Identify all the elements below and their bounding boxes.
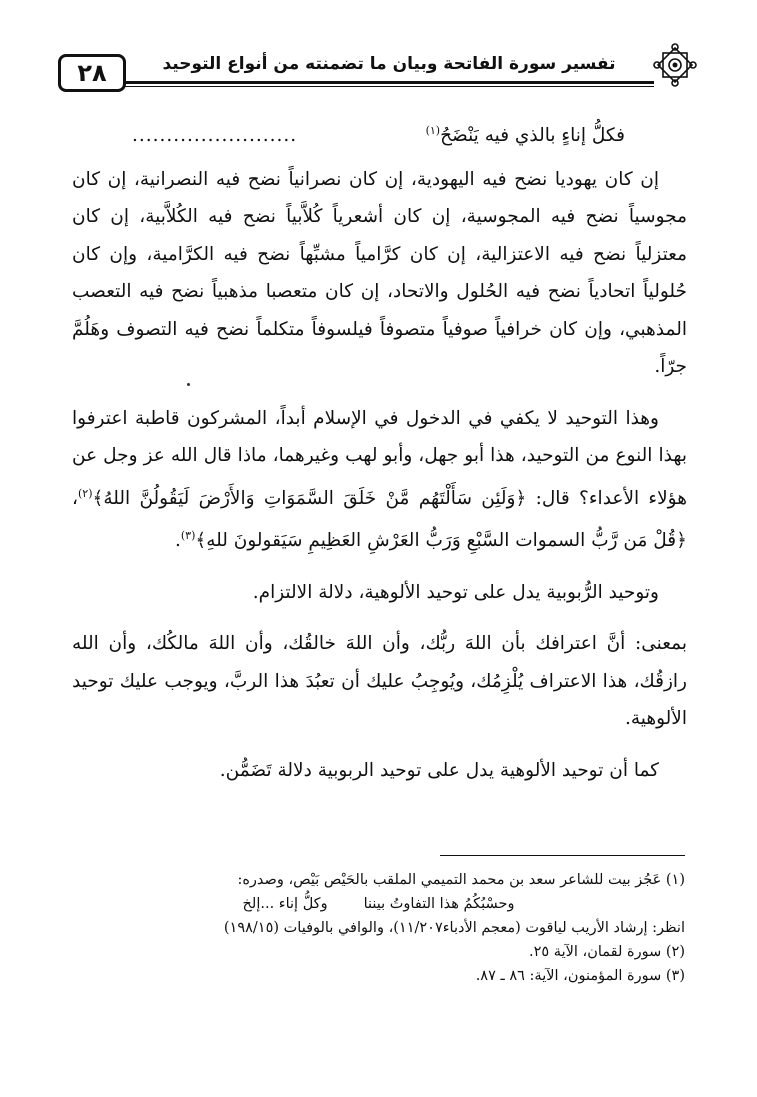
verse-dots: ........................ [132, 125, 298, 147]
paragraph-5: كما أن توحيد الألوهية يدل على توحيد الربوبية دلالة تَضَمُّن. [219, 759, 659, 781]
paragraph-1: إن كان يهوديا نضح فيه اليهودية، إن كان نصرانياً نضح فيه النصرانية، إن كان مجوسياً نضح فيه المجوسية، إن كان أشعرياً كُلاَّبياً نضح فيه الكُلاَّبية، إن كان معتزلياً نضح فيه الاعتزالية، إن كان كرَّامياً مشبِّهاً نضح فيه الكرَّامية، وإن كان حُلولياً اتحادياً نضح فيه الحُلول والاتحاد، إن كان متعصبا مذهبياً نضح فيه التعصب المذهبي، وإن كان خرافياً صوفياً متصوفاً فيلسوفاً متكلماً نضح فيه التصوف وهَلُمَّ جرّاً. [72, 168, 687, 378]
paragraph-2: وهذا التوحيد لا يكفي في الدخول في الإسلام أبداً، المشركون قاطبة اعترفوا بهذا النوع من التوحيد، هذا أبو جهل، وأبو لهب وغيرهما، ماذا قال الله عز وجل عن هؤلاء الأعداء؟ قال: ﴿وَلَئِن سَأَلْتَهُم مَّنْ خَلَقَ السَّمَوَاتِ وَالأَرْضَ لَيَقُولُنَّ اللهُ﴾$^{(٢)}$، ﴿قُلْ مَن رَّبُّ السموات السَّبْعِ وَرَبُّ العَرْشِ العَظِيمِ سَيَقولونَ للهِ﴾$^{(٣)}$. [72, 407, 687, 552]
verse-hemistich: فكلُّ إناءٍ بالذي فيه يَنْضَحُ$^{(١)}$ [425, 124, 625, 147]
page-number: ٢٨ [77, 59, 107, 87]
print-speck [187, 383, 190, 386]
page-number-box [58, 54, 126, 92]
page-header [58, 40, 698, 88]
footnotes [72, 868, 685, 988]
footnote-1-reference: انظر: إرشاد الأريب لياقوت (معجم الأدباء١١/٢٠٧)، والوافي بالوفيات (١٩٨/١٥) [223, 920, 685, 936]
footnote-ref-3: (٣) [180, 529, 196, 543]
main-text [72, 112, 687, 789]
header-rule-thin [124, 86, 654, 87]
running-title: تفسير سورة الفاتحة وبيان ما تضمنته من أنواع التوحيد [162, 54, 616, 74]
footnote-ref-1: (١) [425, 124, 441, 137]
floral-ornament-icon [652, 42, 698, 88]
footnote-3: (٣) سورة المؤمنون، الآية: ٨٦ ـ ٨٧. [475, 968, 685, 984]
poetry-verse [72, 112, 687, 155]
paragraph-3: وتوحيد الرُّبوبية يدل على توحيد الألوهية، دلالة الالتزام. [252, 581, 659, 603]
footnote-1-verse: وحسْبُكُمُ هذا التفاوتُ بيننا وكلُّ إناء ...إلخ [242, 896, 515, 912]
footnote-1: (١) عَجُز بيت للشاعر سعد بن محمد التميمي الملقب بالحَيْص بَيْص، وصدره: [237, 872, 685, 888]
footnote-2: (٢) سورة لقمان، الآية ٢٥. [529, 944, 685, 960]
footnote-separator [440, 855, 685, 856]
footnote-ref-2: (٢) [77, 486, 93, 500]
paragraph-4: بمعنى: أنَّ اعترافك بأن اللهَ ربُّك، وأن اللهَ خالقُك، وأن اللهَ مالكُك، وأن الله رازقُك، هذا الاعتراف يُلْزِمُك، ويُوجِبُ عليك أن تعبُدَ هذا الربَّ، ويوجب عليك توحيد الألوهية. [72, 633, 687, 730]
header-rule [124, 81, 654, 84]
